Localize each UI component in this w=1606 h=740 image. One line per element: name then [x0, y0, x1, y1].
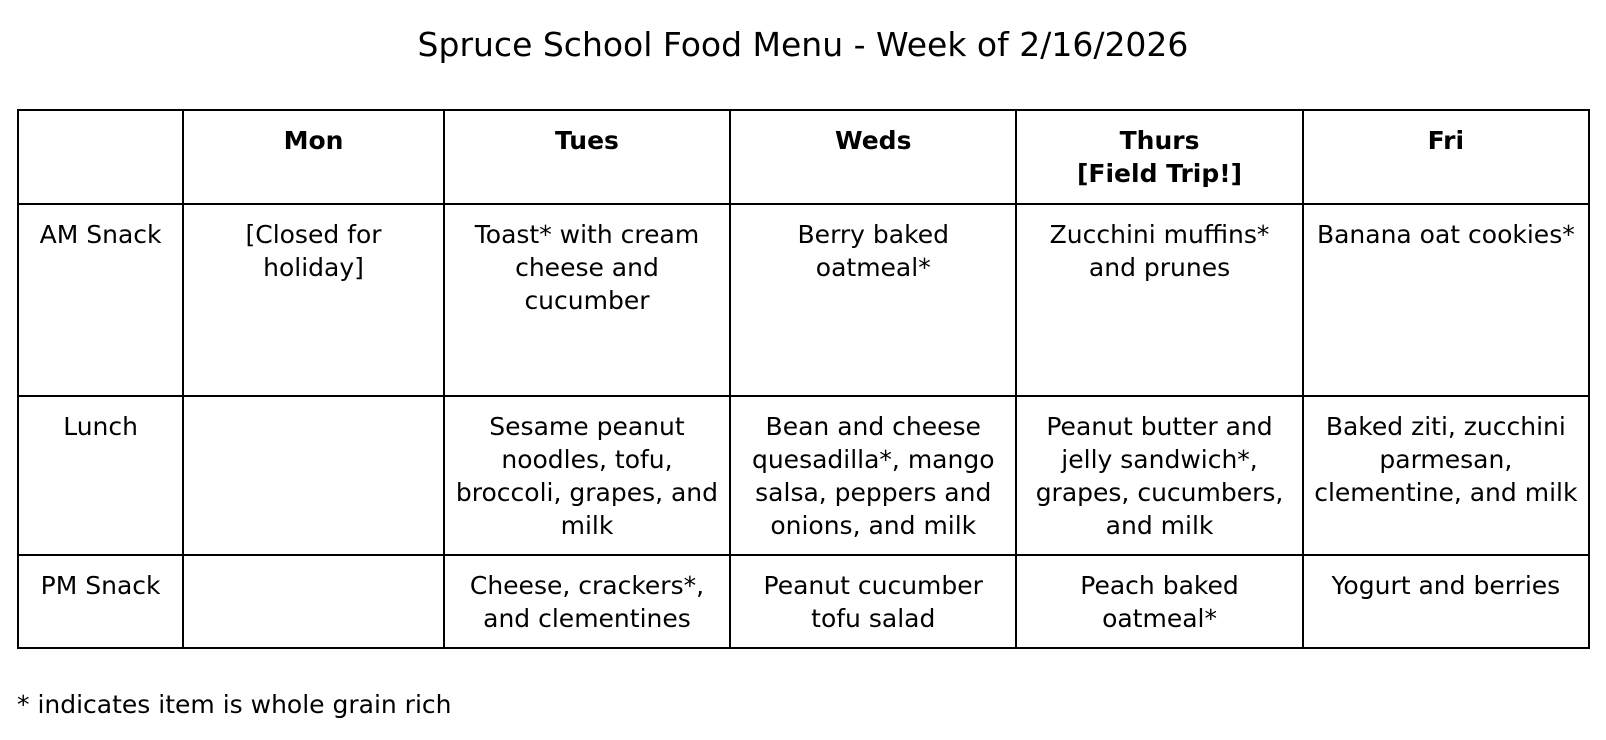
day-header-mon: [183, 110, 444, 204]
corner-cell: [18, 110, 183, 204]
menu-cell: Baked ziti, zucchini parmesan, clementine, and milk: [1303, 396, 1589, 555]
menu-cell: Peach baked oatmeal*: [1016, 555, 1302, 648]
day-label: Mon: [283, 126, 344, 155]
menu-cell: Bean and cheese quesadilla*, mango salsa, peppers and onions, and milk: [730, 396, 1016, 555]
menu-cell: Sesame peanut noodles, tofu, broccoli, grapes, and milk: [444, 396, 730, 555]
day-header-weds: [730, 110, 1016, 204]
table-row-lunch: [18, 396, 1589, 555]
menu-cell: [183, 555, 444, 648]
meal-label: Lunch: [18, 396, 183, 555]
menu-cell: Banana oat cookies*: [1303, 204, 1589, 396]
meal-label: PM Snack: [18, 555, 183, 648]
table-header-row: [18, 110, 1589, 204]
menu-cell: Cheese, crackers*, and clementines: [444, 555, 730, 648]
menu-cell: Peanut butter and jelly sandwich*, grapes, cucumbers, and milk: [1016, 396, 1302, 555]
day-label: Fri: [1427, 126, 1465, 155]
day-header-tues: [444, 110, 730, 204]
day-label: Tues: [554, 126, 619, 155]
menu-cell: Toast* with cream cheese and cucumber: [444, 204, 730, 396]
meal-label: AM Snack: [18, 204, 183, 396]
menu-cell: [Closed for holiday]: [183, 204, 444, 396]
menu-cell: [183, 396, 444, 555]
day-note: [Field Trip!]: [1076, 159, 1243, 188]
day-header-thurs: [1016, 110, 1302, 204]
menu-cell: Peanut cucumber tofu salad: [730, 555, 1016, 648]
footnote: * indicates item is whole grain rich: [17, 690, 452, 719]
day-label: Weds: [835, 126, 912, 155]
page-title: Spruce School Food Menu - Week of 2/16/2026: [417, 25, 1189, 64]
menu-cell: Zucchini muffins* and prunes: [1016, 204, 1302, 396]
menu-cell: Berry baked oatmeal*: [730, 204, 1016, 396]
menu-cell: Yogurt and berries: [1303, 555, 1589, 648]
menu-table: [17, 109, 1590, 649]
table-row-am-snack: [18, 204, 1589, 396]
day-header-fri: [1303, 110, 1589, 204]
table-row-pm-snack: [18, 555, 1589, 648]
day-label: Thurs: [1119, 126, 1200, 155]
